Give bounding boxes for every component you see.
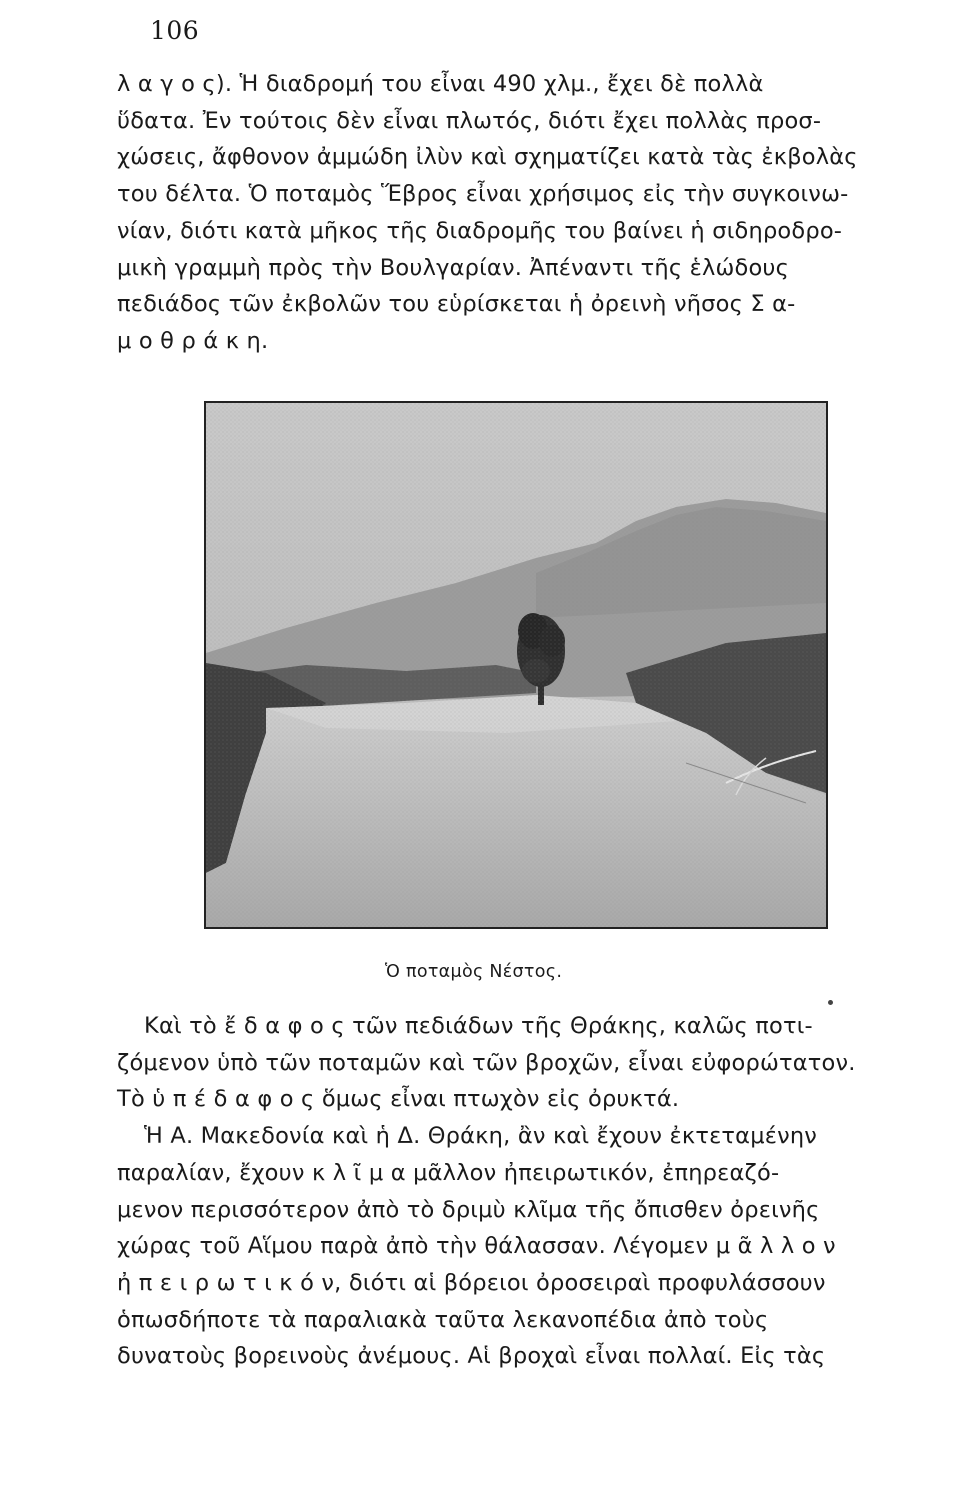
figure-caption: Ὁ ποταμὸς Νέστος. (385, 962, 563, 982)
text-line: μ ο θ ρ ά κ η. (117, 327, 269, 354)
text-line: χώρας τοῦ Αἵμου παρὰ ἀπὸ τὴν θάλασσαν. Λέγομεν μ ᾶ λ λ ο ν (117, 1233, 836, 1260)
text-line: πεδιάδος τῶν ἐκβολῶν του εὑρίσκεται ἡ ὀρεινὴ νῆσος Σ α- (117, 291, 796, 318)
river-landscape-illustration (206, 403, 826, 927)
text-line: χώσεις, ἄφθονον ἀμμώδη ἰλὺν καὶ σχηματίζει κατὰ τὰς ἐκβολὰς (117, 144, 858, 171)
text-line: ὕδατα. Ἐν τούτοις δὲν εἶναι πλωτός, διότι ἔχει πολλὰς προσ- (117, 107, 822, 134)
text-line: δυνατοὺς βορεινοὺς ἀνέμους. Αἱ βροχαὶ εἶναι πολλαί. Εἰς τὰς (117, 1343, 826, 1370)
top-paragraph (117, 66, 929, 360)
river-photograph (204, 401, 828, 929)
text-line: ὁπωσδήποτε τὰ παραλιακὰ ταῦτα λεκανοπέδια ἀπὸ τοὺς (117, 1306, 769, 1333)
text-line: μικὴ γραμμὴ πρὸς τὴν Βουλγαρίαν. Ἀπέναντι τῆς ἑλώδους (117, 254, 790, 281)
text-line: Καὶ τὸ ἔ δ α φ ο ς τῶν πεδιάδων τῆς Θράκης, καλῶς ποτι- (144, 1013, 813, 1039)
text-line: λ α γ ο ς). Ἡ διαδρομή του εἶναι 490 χλμ., ἔχει δὲ πολλὰ (117, 71, 764, 97)
page-number: 106 (150, 16, 200, 45)
text-line: νίαν, διότι κατὰ μῆκος τῆς διαδρομῆς του βαίνει ἡ σιδηροδρο- (117, 217, 843, 244)
text-line: μενον περισσότερον ἀπὸ τὸ δριμὺ κλῖμα τῆς ὄπισθεν ὀρεινῆς (117, 1196, 820, 1223)
text-line: του δέλτα. Ὁ ποταμὸς Ἕβρος εἶναι χρήσιμος εἰς τὴν συγκοινω- (117, 181, 849, 208)
text-line: Τὸ ὑ π έ δ α φ ο ς ὅμως εἶναι πτωχὸν εἰς ὀρυκτά. (117, 1086, 680, 1113)
text-line: παραλίαν, ἔχουν κ λ ῖ μ α μᾶλλον ἠπειρωτικόν, ἐπηρεαζό- (117, 1159, 780, 1186)
text-line: ζόμενον ὑπὸ τῶν ποταμῶν καὶ τῶν βροχῶν, εἶναι εὐφορώτατον. (117, 1049, 856, 1076)
bottom-paragraph (117, 1008, 929, 1375)
text-line: Ἡ Α. Μακεδονία καὶ ἡ Δ. Θράκη, ἂν καὶ ἔχουν ἐκτεταμένην (144, 1123, 818, 1150)
paper-speck (828, 1000, 833, 1005)
text-line: ἠ π ε ι ρ ω τ ι κ ό ν, διότι αἱ βόρειοι ὀροσειραὶ προφυλάσσουν (117, 1269, 826, 1296)
